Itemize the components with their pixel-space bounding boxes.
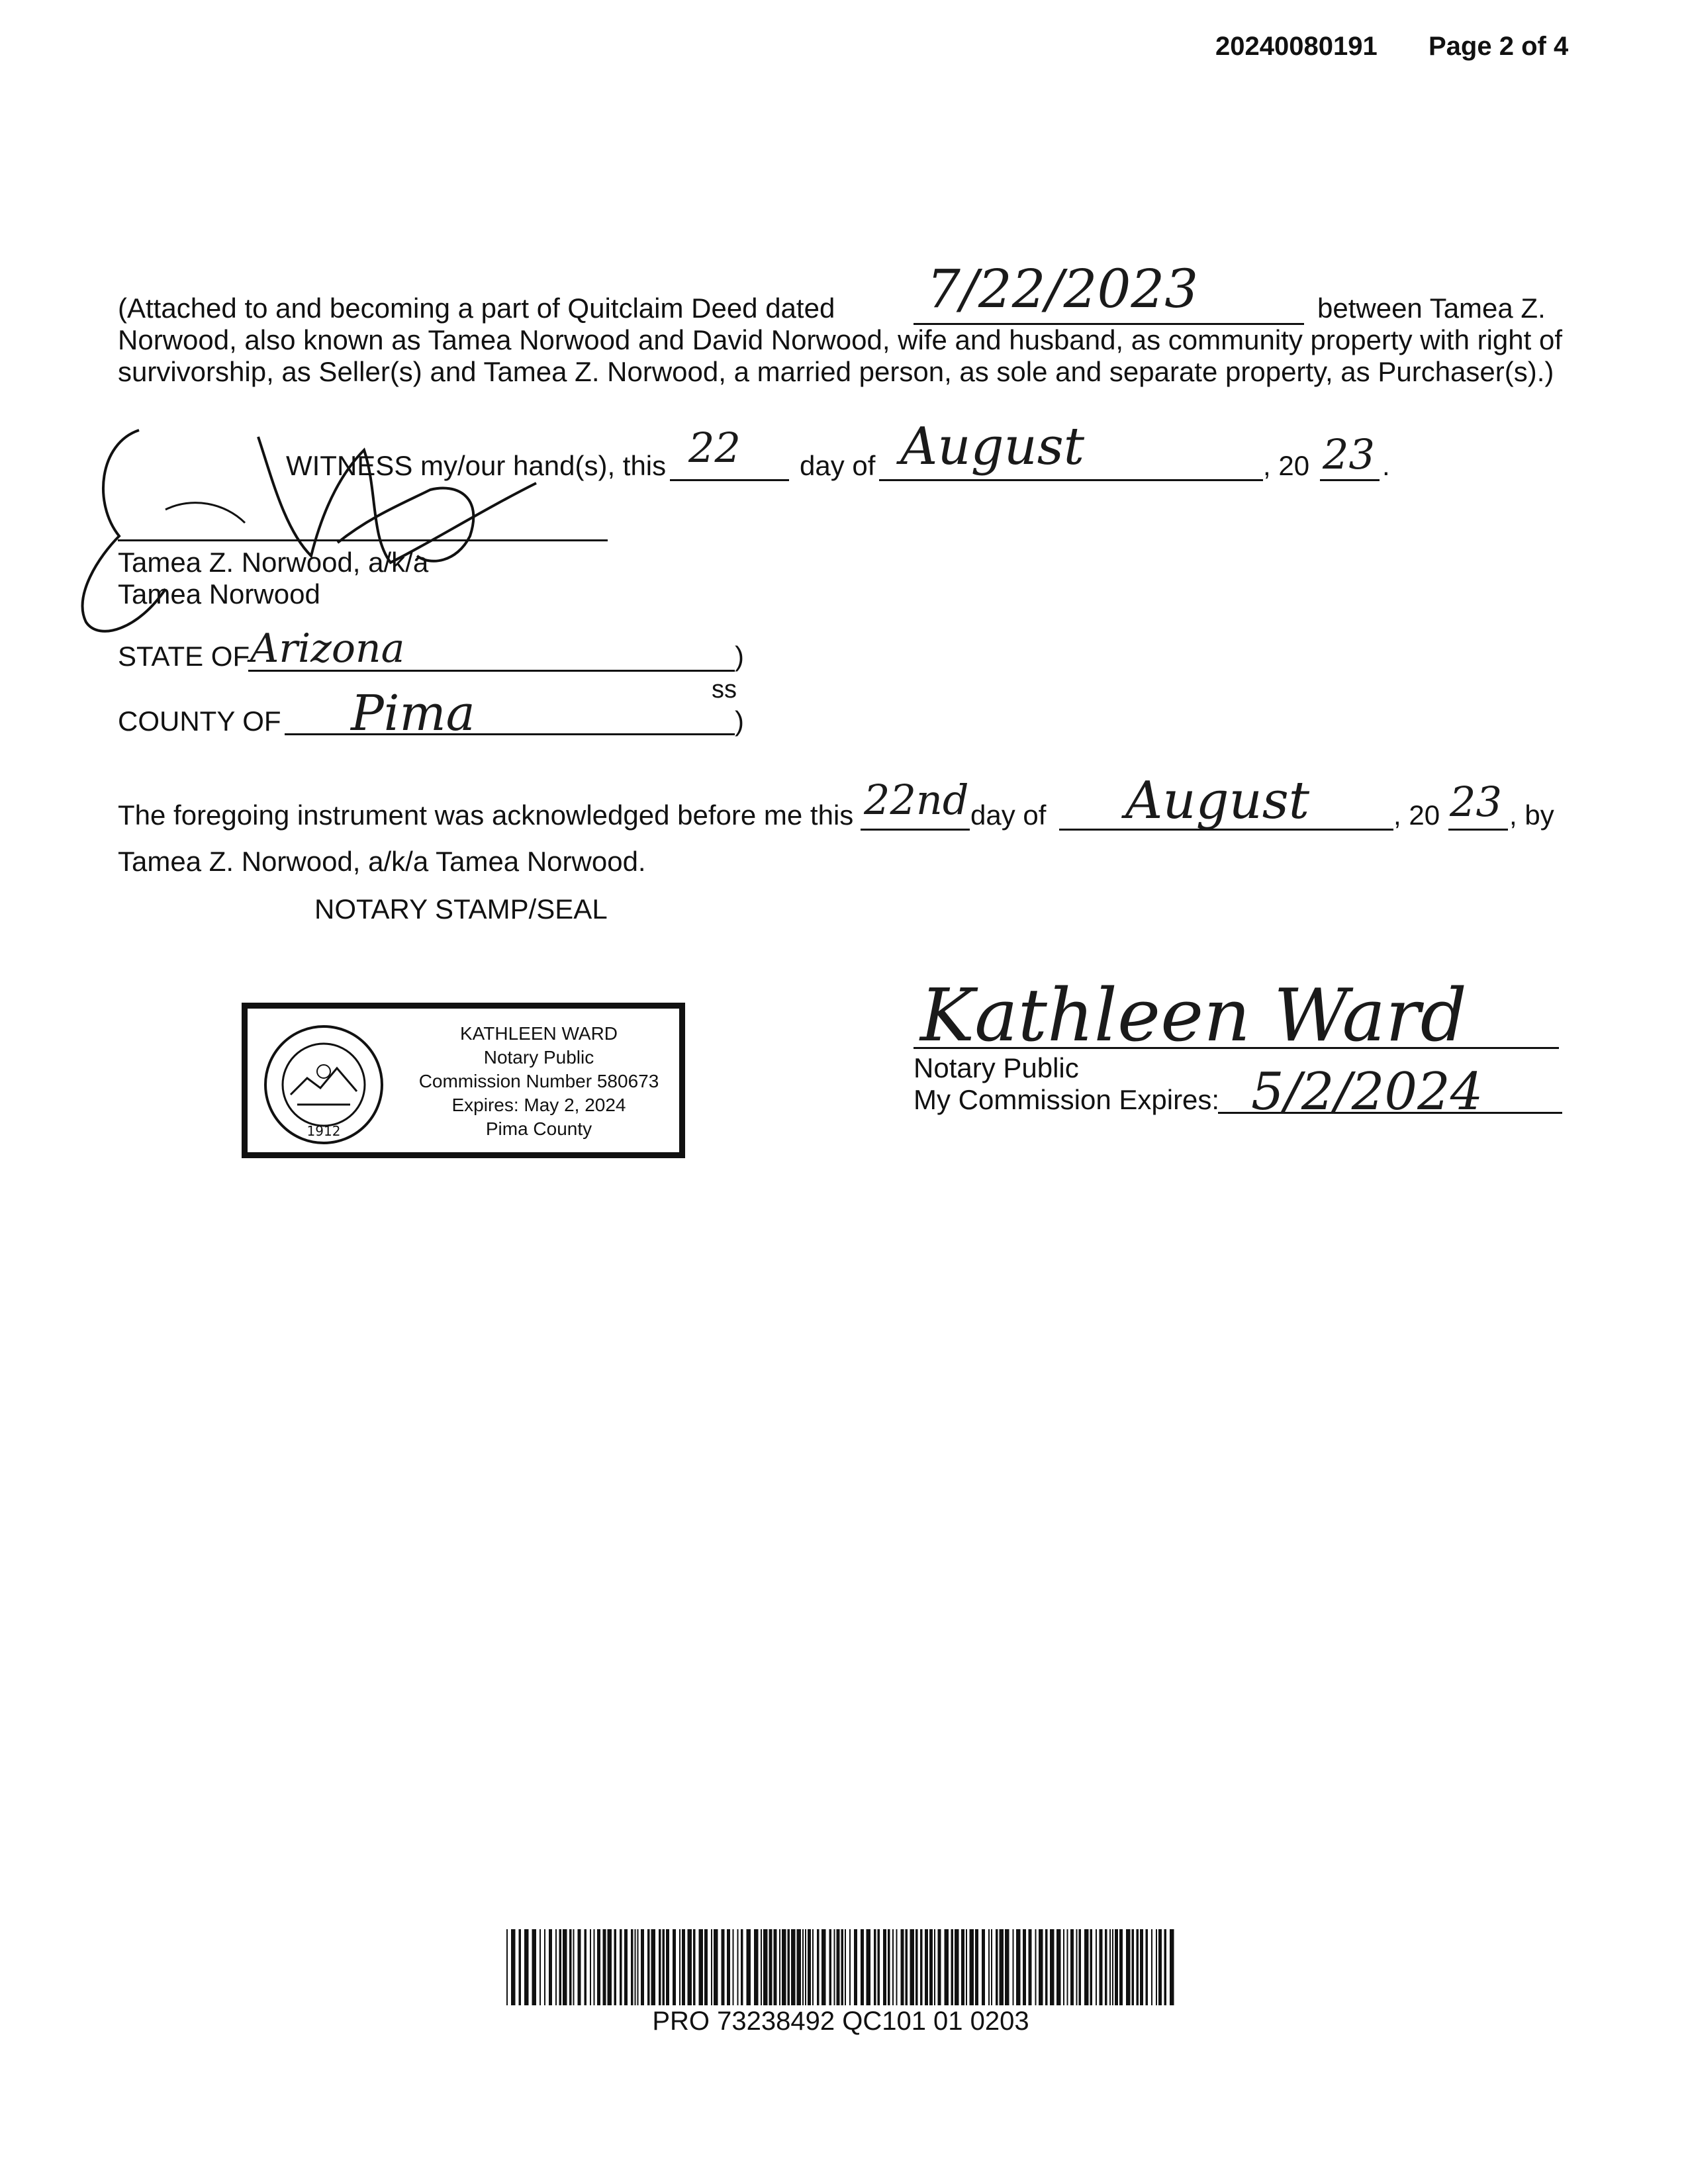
witness-month-line — [879, 479, 1263, 481]
attachment-text-after-date: between Tamea Z. — [1317, 293, 1546, 324]
document-number: 20240080191 — [1215, 32, 1378, 61]
notary-expires-handwritten: 5/2/2024 — [1251, 1062, 1483, 1122]
notary-signature: Kathleen Ward — [920, 973, 1468, 1058]
witness-end: . — [1382, 450, 1390, 481]
ack-day-of: day of — [970, 799, 1047, 831]
signer-name-line-1: Tamea Z. Norwood, a/k/a — [118, 547, 429, 578]
notary-stamp — [242, 1003, 685, 1158]
state-label: STATE OF — [118, 641, 250, 672]
county-handwritten: Pima — [351, 685, 475, 742]
state-seal-icon — [261, 1022, 387, 1148]
ack-year-line — [1448, 829, 1508, 831]
witness-day-of: day of — [800, 450, 876, 481]
notary-signature-line — [914, 1047, 1559, 1049]
witness-day-line — [670, 479, 789, 481]
attachment-line-2: Norwood, also known as Tamea Norwood and David Norwood, wife and husband, as community property with right of — [118, 324, 1563, 355]
attachment-text-before-date: (Attached to and becoming a part of Quitclaim Deed dated — [118, 293, 835, 324]
witness-month-handwritten: August — [900, 417, 1085, 477]
ack-year-handwritten: 23 — [1450, 778, 1502, 826]
notary-stamp-label: NOTARY STAMP/SEAL — [314, 893, 608, 925]
stamp-commission: Commission Number 580673 — [418, 1071, 659, 1091]
witness-year-handwritten: 23 — [1323, 430, 1375, 478]
ss-label: ss — [712, 676, 737, 704]
ack-year-prefix: , 20 — [1393, 799, 1440, 831]
witness-prefix: WITNESS my/our hand(s), this — [286, 450, 667, 481]
acknowledgment-prefix: The foregoing instrument was acknowledged before me this — [118, 799, 854, 831]
attachment-line-3: survivorship, as Seller(s) and Tamea Z. Norwood, a married person, as sole and separate property, as Purchaser(s).) — [118, 356, 1554, 387]
stamp-title: Notary Public — [483, 1047, 594, 1068]
state-paren: ) — [735, 641, 744, 672]
seal-year: 1912 — [306, 1123, 341, 1139]
witness-day-handwritten: 22 — [688, 424, 741, 472]
acknowledgment-line-2: Tamea Z. Norwood, a/k/a Tamea Norwood. — [118, 846, 646, 877]
stamp-county: Pima County — [485, 1118, 592, 1139]
county-label: COUNTY OF — [118, 705, 281, 737]
signer-name-line-2: Tamea Norwood — [118, 578, 320, 610]
stamp-name: KATHLEEN WARD — [459, 1023, 618, 1044]
notary-expires-label: My Commission Expires: — [914, 1084, 1220, 1115]
notary-label: Notary Public — [914, 1052, 1079, 1083]
signer-signature-line — [118, 539, 608, 541]
page-label: Page 2 of 4 — [1429, 32, 1569, 61]
ack-day-handwritten: 22nd — [864, 776, 969, 824]
ack-suffix: , by — [1509, 799, 1554, 831]
barcode — [506, 1929, 1175, 2005]
state-handwritten: Arizona — [250, 625, 405, 672]
county-paren: ) — [735, 705, 744, 737]
ack-month-handwritten: August — [1125, 771, 1310, 831]
ack-day-line — [861, 829, 970, 831]
witness-year-line — [1320, 479, 1380, 481]
deed-date-handwritten: 7/22/2023 — [927, 258, 1199, 320]
stamp-expires: Expires: May 2, 2024 — [451, 1095, 626, 1115]
witness-year-prefix: , 20 — [1263, 450, 1310, 481]
barcode-text: PRO 73238492 QC101 01 0203 — [652, 2007, 1029, 2036]
